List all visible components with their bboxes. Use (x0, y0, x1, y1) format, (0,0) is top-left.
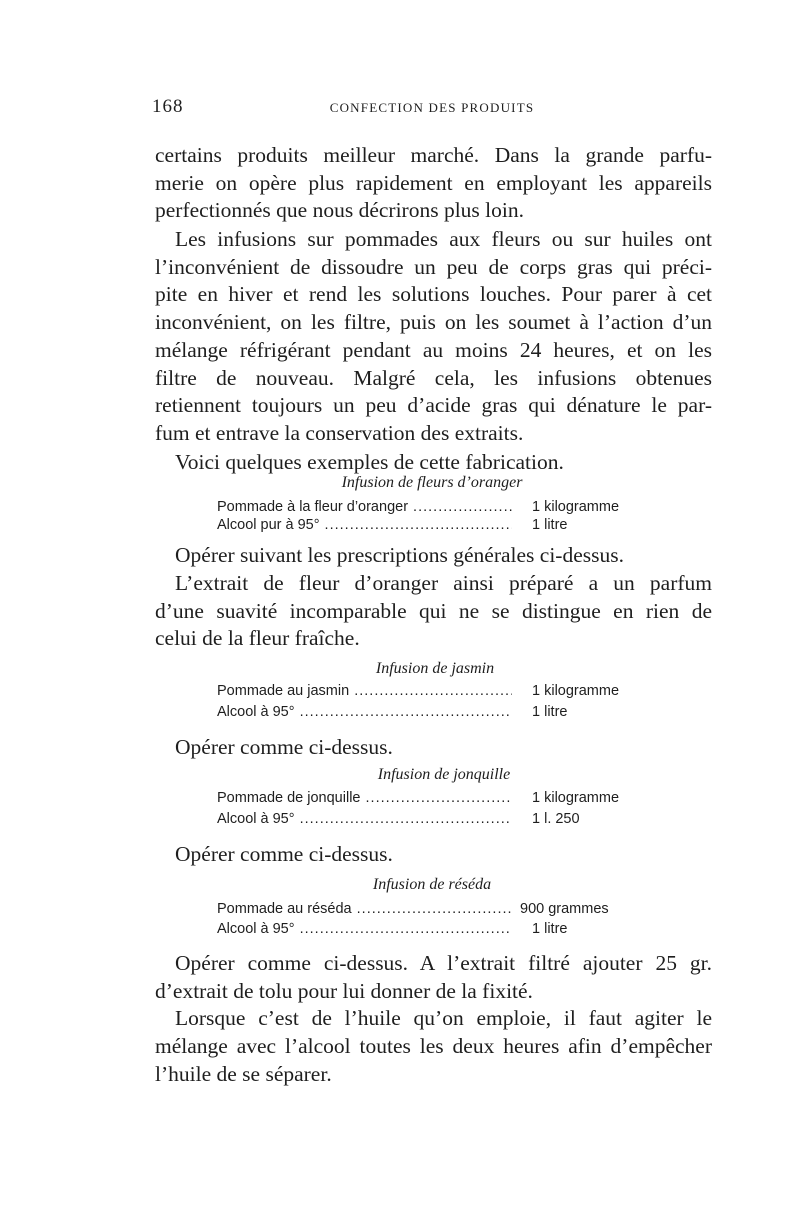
recipe-row (217, 683, 657, 705)
text-line: inconvénient, on les filtre, puis on les soumet à l’action d’un (155, 310, 712, 335)
recipe-title: Infusion de fleurs d’oranger (341, 474, 523, 491)
ingredient: Pommade à la fleur d’oranger ..... (217, 499, 512, 515)
paragraph (155, 841, 712, 869)
ingredient: Alcool pur à 95° ..... (217, 517, 512, 533)
text-line: l’inconvénient de dissoudre un peu de corps gras qui préci- (155, 254, 712, 279)
quantity: 1 litre (532, 517, 568, 533)
recipe-row (217, 517, 657, 539)
text-line: Lorsque c’est de l’huile qu’on emploie, il faut agiter le (175, 1006, 712, 1031)
text-line: mélange réfrigérant pendant au moins 24 heures, et on les (155, 337, 712, 362)
running-title: CONFECTION DES PRODUITS (329, 100, 535, 115)
quantity: 1 kilogramme (532, 683, 620, 699)
paragraph (155, 950, 712, 1089)
text-line: Les infusions sur pommades aux fleurs ou sur huiles ont (175, 227, 712, 251)
ingredient: Alcool à 95° ..... (217, 811, 512, 827)
page-header (152, 96, 712, 120)
recipe-row (217, 811, 657, 833)
ingredient: Pommade de jonquille ..... (217, 790, 512, 806)
paragraph (155, 142, 712, 225)
quantity: 1 kilogramme (532, 790, 620, 806)
text-line: L’extrait de fleur d’oranger ainsi préparé a un parfum (175, 571, 712, 595)
recipe-title: Infusion de jonquille (377, 766, 511, 783)
text-line: retiennent toujours un peu d’acide gras qui dénature le par- (155, 393, 712, 418)
recipe-row (217, 790, 657, 812)
text-line: Opérer suivant les prescriptions générales ci-dessus. (175, 543, 624, 567)
quantity: 1 l. 250 (532, 811, 580, 827)
quantity: 1 kilogramme (532, 499, 620, 515)
paragraph (155, 570, 712, 653)
quantity: 1 litre (532, 704, 568, 720)
text-line: celui de la fleur fraîche. (155, 626, 360, 651)
recipe-title: Infusion de jasmin (375, 660, 495, 677)
text-line: fum et entrave la conservation des extraits. (155, 420, 524, 445)
ingredient: Alcool à 95° ..... (217, 704, 512, 720)
text-line: perfectionnés que nous décrirons plus loin. (155, 198, 524, 223)
paragraph (155, 542, 712, 570)
text-line: mélange avec l’alcool toutes les deux heures afin d’empêcher (155, 1034, 712, 1059)
paragraph (155, 449, 712, 477)
recipe-row (217, 901, 657, 923)
ingredient: Pommade au jasmin ..... (217, 683, 512, 699)
quantity: 900 grammes (520, 901, 609, 917)
text-line: filtre de nouveau. Malgré cela, les infusions obtenues (155, 365, 712, 390)
recipe-row (217, 704, 657, 726)
text-line: Opérer comme ci-dessus. (175, 735, 393, 759)
page-number: 168 (152, 96, 184, 117)
quantity: 1 litre (532, 921, 568, 937)
paragraph (155, 226, 712, 448)
paragraph (155, 734, 712, 762)
recipe-title: Infusion de réséda (372, 876, 492, 893)
ingredient: Pommade au réséda ..... (217, 901, 512, 917)
text-line: certains produits meilleur marché. Dans la grande parfu- (155, 143, 712, 167)
recipe-row (217, 921, 657, 943)
ingredient: Alcool à 95° ..... (217, 921, 512, 937)
text-line: Opérer comme ci-dessus. A l’extrait filtré ajouter 25 gr. (175, 951, 712, 975)
text-line: Opérer comme ci-dessus. (175, 842, 393, 866)
text-line: l’huile de se séparer. (155, 1061, 332, 1086)
text-line: merie on opère plus rapidement en employant les appareils (155, 170, 712, 195)
text-line: pite en hiver et rend les solutions louches. Pour parer à cet (155, 282, 712, 307)
text-line: d’une suavité incomparable qui ne se distingue en rien de (155, 598, 712, 623)
text-line: d’extrait de tolu pour lui donner de la fixité. (155, 978, 533, 1003)
text-line: Voici quelques exemples de cette fabrication. (175, 450, 564, 474)
